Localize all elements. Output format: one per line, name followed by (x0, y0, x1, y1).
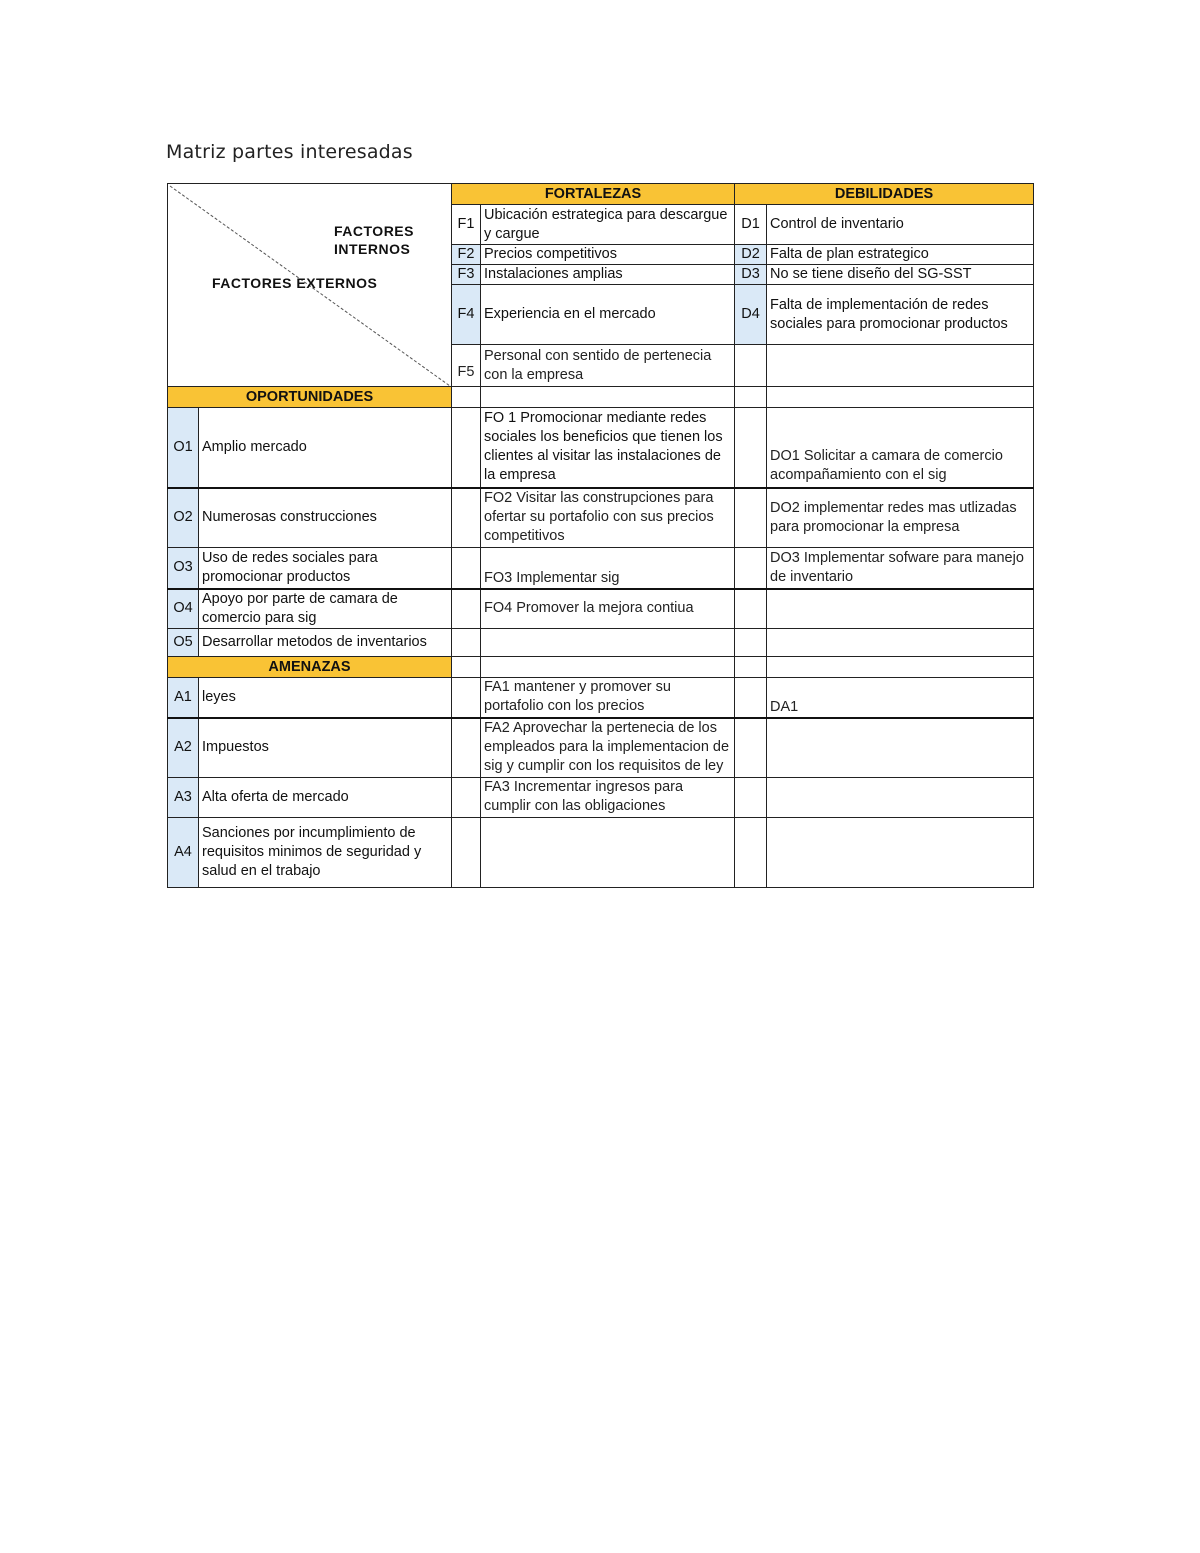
da-strategy: DA1 (767, 678, 1034, 718)
empty-cell (452, 548, 481, 589)
empty-cell (735, 589, 767, 629)
da-strategy (767, 778, 1034, 818)
oportunidad-text: Desarrollar metodos de inventarios (199, 629, 452, 657)
fortalezas-header: FORTALEZAS (452, 184, 735, 205)
empty-cell (735, 818, 767, 888)
fo-strategy (481, 629, 735, 657)
oportunidades-header: OPORTUNIDADES (168, 387, 452, 408)
empty-cell (452, 387, 481, 408)
fo-strategy: FO 1 Promocionar mediante redes sociales los beneficios que tienen los clientes al visitar las instalaciones de la empresa (481, 408, 735, 488)
fa-strategy: FA2 Aprovechar la pertenecia de los empleados para la implementacion de sig y cumplir con los requisitos de ley (481, 718, 735, 778)
amenazas-header: AMENAZAS (168, 657, 452, 678)
empty-cell (735, 657, 767, 678)
debilidad-code: D4 (735, 285, 767, 345)
debilidad-text: Falta de implementación de redes sociales para promocionar productos (767, 285, 1034, 345)
fa-strategy: FA3 Incrementar ingresos para cumplir con las obligaciones (481, 778, 735, 818)
do-strategy: DO1 Solicitar a camara de comercio acompañamiento con el sig (767, 408, 1034, 488)
oportunidad-text: Amplio mercado (199, 408, 452, 488)
fortaleza-code: F1 (452, 205, 481, 245)
amenaza-code: A2 (168, 718, 199, 778)
da-strategy (767, 718, 1034, 778)
debilidad-code: D1 (735, 205, 767, 245)
do-strategy (767, 589, 1034, 629)
debilidad-code: D2 (735, 245, 767, 265)
fortaleza-code: F4 (452, 285, 481, 345)
empty-cell (452, 488, 481, 548)
do-strategy (767, 629, 1034, 657)
amenaza-code: A4 (168, 818, 199, 888)
oportunidad-text: Apoyo por parte de camara de comercio para sig (199, 589, 452, 629)
empty-cell (452, 657, 481, 678)
debilidad-text: Falta de plan estrategico (767, 245, 1034, 265)
empty-cell (767, 387, 1034, 408)
empty-cell (452, 778, 481, 818)
fortaleza-code: F2 (452, 245, 481, 265)
empty-cell (452, 408, 481, 488)
empty-cell (452, 629, 481, 657)
empty-cell (735, 778, 767, 818)
empty-cell (735, 548, 767, 589)
fortaleza-code: F3 (452, 265, 481, 285)
oportunidad-code: O5 (168, 629, 199, 657)
fortaleza-text: Instalaciones amplias (481, 265, 735, 285)
empty-cell (452, 678, 481, 718)
oportunidad-code: O1 (168, 408, 199, 488)
empty-cell (767, 657, 1034, 678)
fo-strategy: FO3 Implementar sig (481, 548, 735, 589)
debilidad-text: No se tiene diseño del SG-SST (767, 265, 1034, 285)
empty-cell (735, 387, 767, 408)
fortaleza-text: Ubicación estrategica para descargue y cargue (481, 205, 735, 245)
empty-cell (735, 629, 767, 657)
empty-cell (481, 387, 735, 408)
amenaza-text: Sanciones por incumplimiento de requisitos minimos de seguridad y salud en el trabajo (199, 818, 452, 888)
empty-cell (481, 657, 735, 678)
fo-strategy: FO4 Promover la mejora contiua (481, 589, 735, 629)
amenaza-code: A3 (168, 778, 199, 818)
fortaleza-text: Precios competitivos (481, 245, 735, 265)
empty-cell (735, 678, 767, 718)
corner-cell (168, 184, 452, 387)
fa-strategy: FA1 mantener y promover su portafolio con los precios (481, 678, 735, 718)
oportunidad-code: O3 (168, 548, 199, 589)
do-strategy: DO2 implementar redes mas utlizadas para promocionar la empresa (767, 488, 1034, 548)
empty-cell (452, 718, 481, 778)
stakeholder-matrix (167, 183, 1034, 888)
factores-externos-label: FACTORES EXTERNOS (212, 275, 378, 291)
fo-strategy: FO2 Visitar las construpciones para ofertar su portafolio con sus precios competitivos (481, 488, 735, 548)
empty-cell (735, 408, 767, 488)
da-strategy (767, 818, 1034, 888)
debilidad-text: Control de inventario (767, 205, 1034, 245)
debilidad-code: D3 (735, 265, 767, 285)
empty-cell (767, 345, 1034, 387)
oportunidad-text: Numerosas construcciones (199, 488, 452, 548)
oportunidad-code: O4 (168, 589, 199, 629)
amenaza-text: leyes (199, 678, 452, 718)
document-title: Matriz partes interesadas (166, 141, 413, 163)
do-strategy: DO3 Implementar sofware para manejo de inventario (767, 548, 1034, 589)
fa-strategy (481, 818, 735, 888)
amenaza-code: A1 (168, 678, 199, 718)
amenaza-text: Impuestos (199, 718, 452, 778)
empty-cell (452, 589, 481, 629)
fortaleza-code: F5 (452, 345, 481, 387)
factores-internos-label: FACTORES INTERNOS (334, 223, 414, 257)
empty-cell (735, 345, 767, 387)
debilidades-header: DEBILIDADES (735, 184, 1034, 205)
empty-cell (735, 488, 767, 548)
oportunidad-text: Uso de redes sociales para promocionar productos (199, 548, 452, 589)
fortaleza-text: Personal con sentido de pertenecia con la empresa (481, 345, 735, 387)
empty-cell (452, 818, 481, 888)
fortaleza-text: Experiencia en el mercado (481, 285, 735, 345)
oportunidad-code: O2 (168, 488, 199, 548)
empty-cell (735, 718, 767, 778)
amenaza-text: Alta oferta de mercado (199, 778, 452, 818)
